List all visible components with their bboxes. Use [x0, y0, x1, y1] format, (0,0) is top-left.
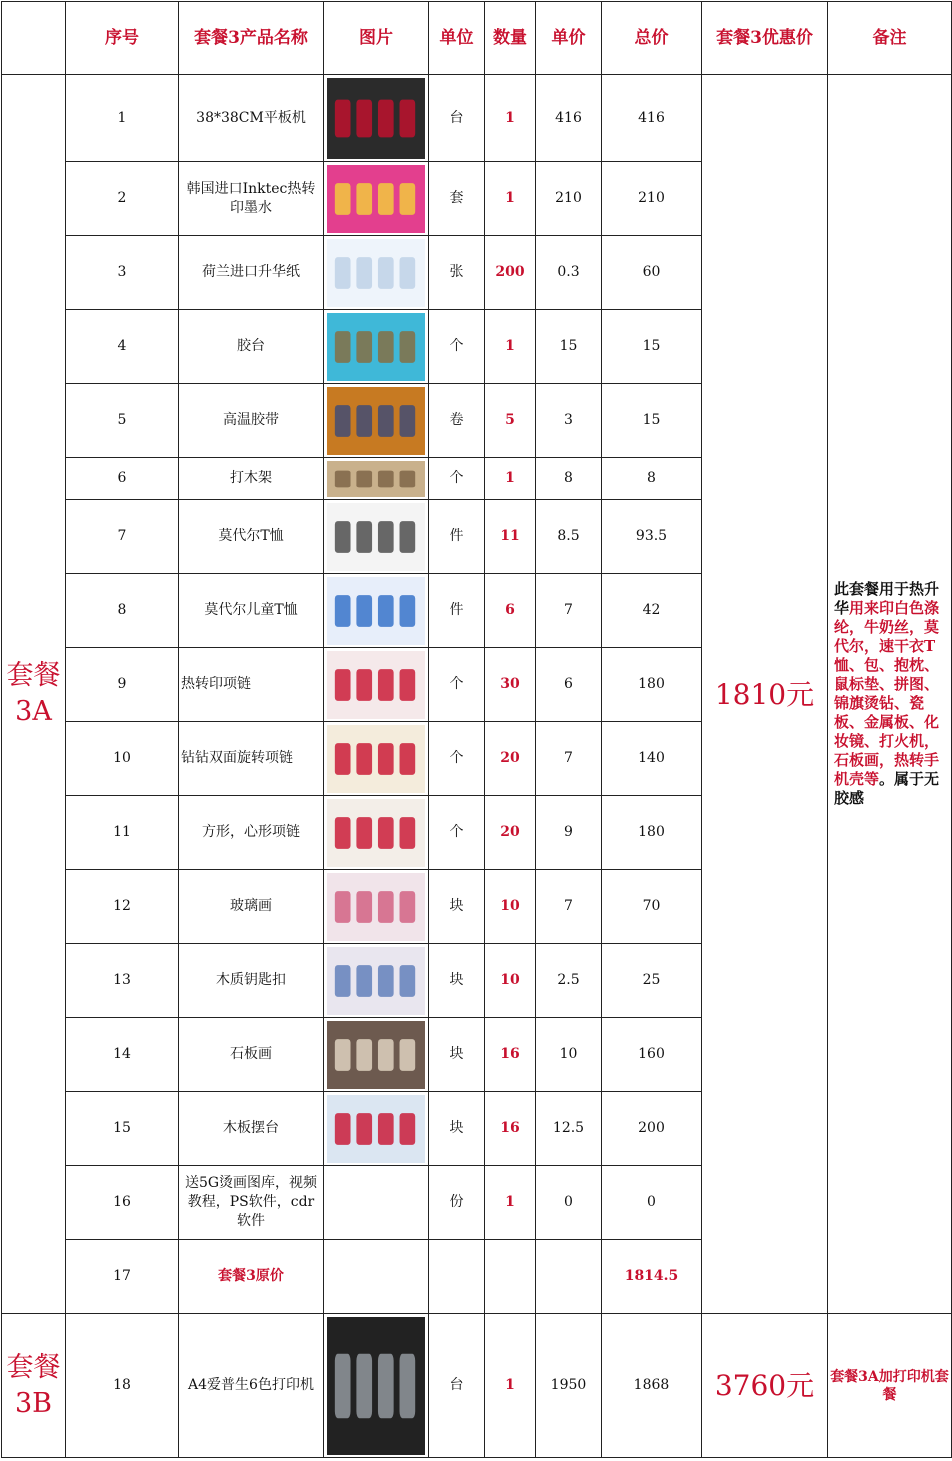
row-image [324, 1240, 429, 1314]
printer-photo-icon [327, 1317, 425, 1455]
row-image [324, 310, 429, 384]
row-image [324, 500, 429, 574]
row-unit: 件 [429, 574, 485, 648]
row-unit: 个 [429, 722, 485, 796]
row-unit-price: 15 [536, 310, 602, 384]
package-table [1, 1, 952, 1458]
row-no: 3 [66, 236, 179, 310]
row-unit-price: 1950 [536, 1314, 602, 1458]
row-name: 玻璃画 [179, 870, 324, 944]
row-qty: 30 [485, 648, 536, 722]
row-unit: 张 [429, 236, 485, 310]
row-total: 60 [602, 236, 702, 310]
row-image [324, 236, 429, 310]
row-unit-price: 8 [536, 458, 602, 500]
package-3b-label-line2: 3B [14, 1387, 53, 1419]
row-no: 17 [66, 1240, 179, 1314]
row-unit: 个 [429, 796, 485, 870]
row-image [324, 796, 429, 870]
row-total: 70 [602, 870, 702, 944]
row-unit: 卷 [429, 384, 485, 458]
header-image: 图片 [324, 2, 429, 75]
row-name: 打木架 [179, 458, 324, 500]
row-unit: 个 [429, 310, 485, 384]
row-image [324, 75, 429, 162]
row-qty: 11 [485, 500, 536, 574]
row-total: 1868 [602, 1314, 702, 1458]
wood-frame-photo-icon [327, 1095, 425, 1163]
row-unit: 块 [429, 870, 485, 944]
row-unit: 台 [429, 1314, 485, 1458]
package-3a-label [2, 75, 66, 1314]
row-image [324, 574, 429, 648]
row-image [324, 1018, 429, 1092]
note-part3: 。属于无胶感 [834, 770, 940, 807]
row-total: 93.5 [602, 500, 702, 574]
row-qty: 10 [485, 944, 536, 1018]
row-unit-price: 7 [536, 574, 602, 648]
row-no: 14 [66, 1018, 179, 1092]
row-name: 热转印项链 [179, 648, 324, 722]
ink-bottles-photo-icon [327, 165, 425, 233]
necklace-photo-icon [327, 651, 425, 719]
note-part1: 此套餐用于热升华 [834, 580, 940, 617]
row-name: 莫代尔儿童T恤 [179, 574, 324, 648]
row-unit-price: 8.5 [536, 500, 602, 574]
row-unit-price [536, 1240, 602, 1314]
row-unit [429, 1240, 485, 1314]
heart-necklace-photo-icon [327, 799, 425, 867]
rotating-necklace-photo-icon [327, 725, 425, 793]
row-total: 15 [602, 384, 702, 458]
row-name: 胶台 [179, 310, 324, 384]
package-3b-label-line1: 套餐 [6, 1351, 61, 1383]
wood-keychain-photo-icon [327, 947, 425, 1015]
header-row [2, 2, 952, 75]
row-name: 韩国进口Inktec热转印墨水 [179, 162, 324, 236]
row-unit: 个 [429, 458, 485, 500]
row-total: 180 [602, 648, 702, 722]
row-no: 16 [66, 1166, 179, 1240]
row-no: 6 [66, 458, 179, 500]
row-image [324, 1166, 429, 1240]
row-unit-price: 6 [536, 648, 602, 722]
row-no: 13 [66, 944, 179, 1018]
row-unit-price: 210 [536, 162, 602, 236]
wood-crate-photo-icon [327, 461, 425, 497]
row-qty: 10 [485, 870, 536, 944]
row-qty: 1 [485, 310, 536, 384]
row-name: 高温胶带 [179, 384, 324, 458]
slate-photo-icon [327, 1021, 425, 1089]
row-name: A4爱普生6色打印机 [179, 1314, 324, 1458]
header-total: 总价 [602, 2, 702, 75]
row-qty: 16 [485, 1018, 536, 1092]
row-no: 4 [66, 310, 179, 384]
row-no: 18 [66, 1314, 179, 1458]
row-name: 石板画 [179, 1018, 324, 1092]
row-name: 38*38CM平板机 [179, 75, 324, 162]
row-total: 180 [602, 796, 702, 870]
row-image [324, 1314, 429, 1458]
row-no: 7 [66, 500, 179, 574]
package-3a-label-line2: 3A [15, 696, 52, 727]
heat-press-photo-icon [327, 78, 425, 159]
row-qty: 20 [485, 796, 536, 870]
row-no: 9 [66, 648, 179, 722]
row-qty: 1 [485, 1166, 536, 1240]
package-3b-price: 3760元 [702, 1314, 828, 1458]
row-name: 木板摆台 [179, 1092, 324, 1166]
row-unit-price: 9 [536, 796, 602, 870]
row-name: 荷兰进口升华纸 [179, 236, 324, 310]
row-total: 210 [602, 162, 702, 236]
header-discount-price: 套餐3优惠价 [702, 2, 828, 75]
row-qty: 1 [485, 1314, 536, 1458]
row-unit: 个 [429, 648, 485, 722]
row-image [324, 162, 429, 236]
package-3a-note [828, 75, 952, 1314]
row-no: 15 [66, 1092, 179, 1166]
package-3b-label [2, 1314, 66, 1458]
row-unit: 块 [429, 944, 485, 1018]
row-no: 1 [66, 75, 179, 162]
row-qty: 5 [485, 384, 536, 458]
row-no: 5 [66, 384, 179, 458]
row-unit: 块 [429, 1092, 485, 1166]
row-no: 12 [66, 870, 179, 944]
row-qty: 20 [485, 722, 536, 796]
row-total: 160 [602, 1018, 702, 1092]
header-no: 序号 [66, 2, 179, 75]
header-unit-price: 单价 [536, 2, 602, 75]
row-unit-price: 416 [536, 75, 602, 162]
row-unit-price: 7 [536, 722, 602, 796]
row-no: 10 [66, 722, 179, 796]
row-total: 1814.5 [602, 1240, 702, 1314]
row-name: 木质钥匙扣 [179, 944, 324, 1018]
row-total: 416 [602, 75, 702, 162]
tape-dispenser-photo-icon [327, 313, 425, 381]
row-unit-price: 2.5 [536, 944, 602, 1018]
row-unit-price: 0.3 [536, 236, 602, 310]
row-name: 方形，心形项链 [179, 796, 324, 870]
row-qty: 1 [485, 75, 536, 162]
row-image [324, 722, 429, 796]
glass-frames-photo-icon [327, 873, 425, 941]
row-name: 莫代尔T恤 [179, 500, 324, 574]
table-row [2, 1314, 952, 1458]
header-note: 备注 [828, 2, 952, 75]
tshirt-family-photo-icon [327, 503, 425, 571]
kids-tshirt-photo-icon [327, 577, 425, 645]
row-qty: 1 [485, 162, 536, 236]
row-image [324, 1092, 429, 1166]
paper-sheets-photo-icon [327, 239, 425, 307]
row-unit: 份 [429, 1166, 485, 1240]
note-part2: 用来印白色涤纶，牛奶丝，莫代尔，速干衣T恤、包、抱枕、鼠标垫、拼图、锦旗烫钻、瓷板、金属板、化妆镜、打火机，石板画，热转手机壳等 [834, 599, 940, 788]
row-no: 8 [66, 574, 179, 648]
row-unit: 台 [429, 75, 485, 162]
row-unit-price: 7 [536, 870, 602, 944]
row-image [324, 458, 429, 500]
row-total: 200 [602, 1092, 702, 1166]
row-no: 11 [66, 796, 179, 870]
row-name: 套餐3原价 [179, 1240, 324, 1314]
row-total: 140 [602, 722, 702, 796]
package-3a-label-line1: 套餐 [6, 660, 61, 691]
header-qty: 数量 [485, 2, 536, 75]
row-name: 送5G烫画图库，视频教程，PS软件，cdr软件 [179, 1166, 324, 1240]
row-image [324, 944, 429, 1018]
header-name: 套餐3产品名称 [179, 2, 324, 75]
row-image [324, 384, 429, 458]
row-no: 2 [66, 162, 179, 236]
row-total: 25 [602, 944, 702, 1018]
row-name: 钻钻双面旋转项链 [179, 722, 324, 796]
row-unit: 块 [429, 1018, 485, 1092]
row-unit: 件 [429, 500, 485, 574]
package-3b-note: 套餐3A加打印机套餐 [828, 1314, 952, 1458]
package-3a-price: 1810元 [702, 75, 828, 1314]
row-total: 8 [602, 458, 702, 500]
row-qty: 1 [485, 458, 536, 500]
row-qty: 200 [485, 236, 536, 310]
header-corner [2, 2, 66, 75]
row-image [324, 648, 429, 722]
row-total: 42 [602, 574, 702, 648]
tape-roll-photo-icon [327, 387, 425, 455]
row-unit-price: 10 [536, 1018, 602, 1092]
header-unit: 单位 [429, 2, 485, 75]
row-qty: 16 [485, 1092, 536, 1166]
table-row [2, 75, 952, 162]
row-image [324, 870, 429, 944]
row-unit-price: 12.5 [536, 1092, 602, 1166]
row-qty [485, 1240, 536, 1314]
row-unit-price: 3 [536, 384, 602, 458]
row-total: 0 [602, 1166, 702, 1240]
row-unit-price: 0 [536, 1166, 602, 1240]
row-unit: 套 [429, 162, 485, 236]
row-total: 15 [602, 310, 702, 384]
row-qty: 6 [485, 574, 536, 648]
